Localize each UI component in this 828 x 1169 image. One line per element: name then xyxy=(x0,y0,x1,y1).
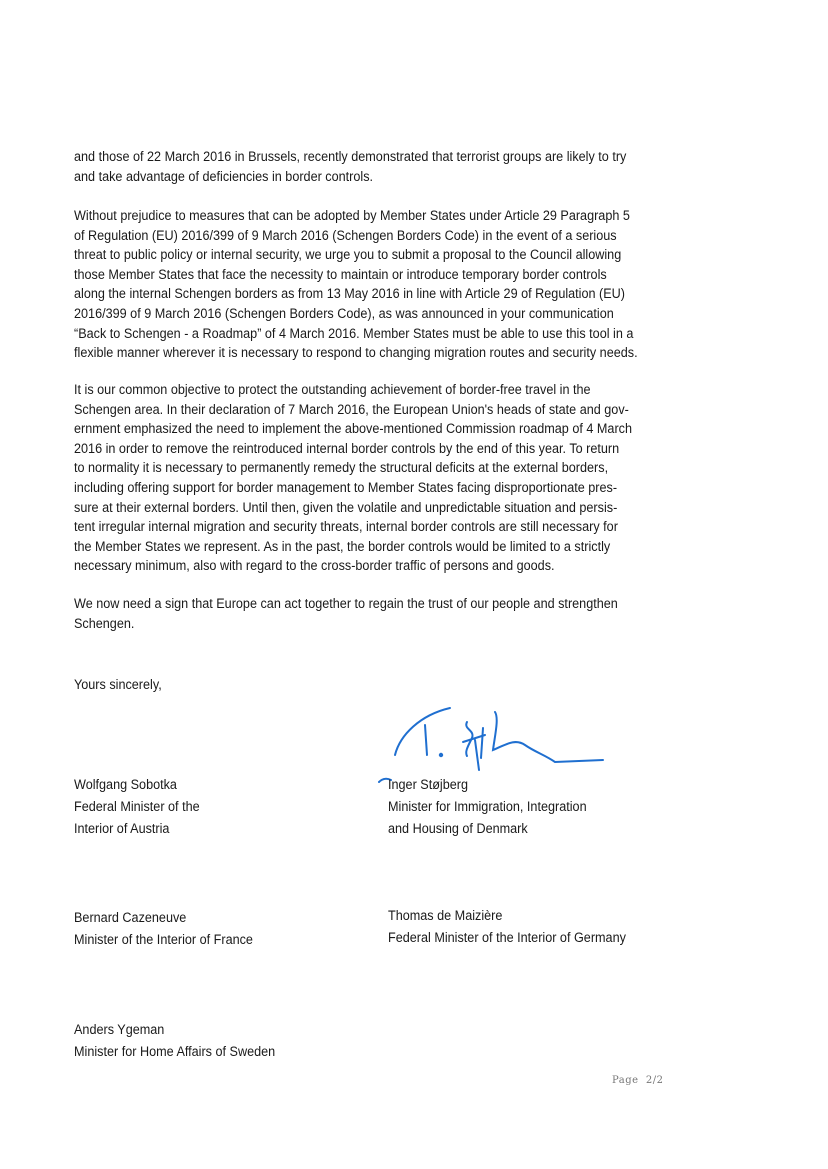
closing-text: Yours sincerely, xyxy=(74,677,162,693)
text-line: tent irregular internal migration and security threats, internal border controls are still necessary for xyxy=(74,519,618,536)
page-label: Page xyxy=(612,1075,639,1086)
paragraph-4 xyxy=(74,595,685,634)
text-line: Inger Støjberg xyxy=(388,777,469,793)
text-line: It is our common objective to protect the outstanding achievement of border-free travel in the xyxy=(74,382,591,398)
text-line: and Housing of Denmark xyxy=(388,821,528,837)
text-line: Minister for Immigration, Integration xyxy=(388,799,587,815)
signatory-france xyxy=(74,907,275,951)
text-line: threat to public policy or internal security, we urge you to submit a proposal to the Council allowing xyxy=(74,247,622,264)
text-line: the Member States we represent. As in the past, the border controls would be limited to a strictly xyxy=(74,538,611,555)
text-line: Federal Minister of the Interior of Germany xyxy=(388,930,626,946)
paragraph-1 xyxy=(74,148,695,187)
paragraph-3 xyxy=(74,381,701,577)
paragraph-2 xyxy=(74,207,707,364)
text-line: Without prejudice to measures that can be adopted by Member States under Article 29 Paragraph 5 xyxy=(74,208,630,224)
closing xyxy=(74,676,173,696)
signatory-germany xyxy=(388,905,655,949)
text-line: Wolfgang Sobotka xyxy=(74,777,177,793)
signatory-austria xyxy=(74,774,215,840)
text-line: to normality it is necessary to permanently remedy the structural deficits at the external borders, xyxy=(74,460,609,477)
signatory-sweden xyxy=(74,1019,300,1063)
text-line: Minister for Home Affairs of Sweden xyxy=(74,1044,276,1060)
text-line: Minister of the Interior of France xyxy=(74,932,253,948)
text-line: including offering support for border management to Member States facing disproportionate pres- xyxy=(74,479,618,496)
text-line: 2016 in order to remove the reintroduced internal border controls by the end of this year. To return xyxy=(74,440,620,457)
text-line: Thomas de Maizière xyxy=(388,908,503,924)
text-line: Anders Ygeman xyxy=(74,1022,165,1038)
text-line: Schengen. xyxy=(74,615,135,632)
page-value: 2/2 xyxy=(645,1075,664,1086)
text-line: flexible manner wherever it is necessary to respond to changing migration routes and security needs. xyxy=(74,345,638,362)
text-line: and those of 22 March 2016 in Brussels, recently demonstrated that terrorist groups are likely to try xyxy=(74,149,627,165)
text-line: Bernard Cazeneuve xyxy=(74,910,187,926)
page-number xyxy=(612,1075,664,1086)
text-line: “Back to Schengen - a Roadmap” of 4 March 2016. Member States must be able to use this tool in a xyxy=(74,325,634,342)
text-line: those Member States that face the necessity to maintain or introduce temporary border controls xyxy=(74,266,607,283)
text-line: ernment emphasized the need to implement the above-mentioned Commission roadmap of 4 March xyxy=(74,421,632,438)
signatory-denmark xyxy=(388,774,611,840)
text-line: Schengen area. In their declaration of 7 March 2016, the European Union's heads of state and gov- xyxy=(74,401,629,418)
text-line: 2016/399 of 9 March 2016 (Schengen Borders Code), as was announced in your communication xyxy=(74,305,614,322)
text-line: sure at their external borders. Until then, given the volatile and unpredictable situation and persis- xyxy=(74,499,618,516)
text-line: necessary minimum, also with regard to the cross-border traffic of persons and goods. xyxy=(74,558,555,575)
text-line: Interior of Austria xyxy=(74,821,170,837)
text-line: Federal Minister of the xyxy=(74,799,200,815)
text-line: of Regulation (EU) 2016/399 of 9 March 2016 (Schengen Borders Code) in the event of a serious xyxy=(74,227,617,244)
text-line: along the internal Schengen borders as from 13 May 2016 in line with Article 29 of Regulation (EU) xyxy=(74,286,625,303)
text-line: and take advantage of deficiencies in border controls. xyxy=(74,168,374,185)
text-line: We now need a sign that Europe can act together to regain the trust of our people and strengthen xyxy=(74,596,618,612)
